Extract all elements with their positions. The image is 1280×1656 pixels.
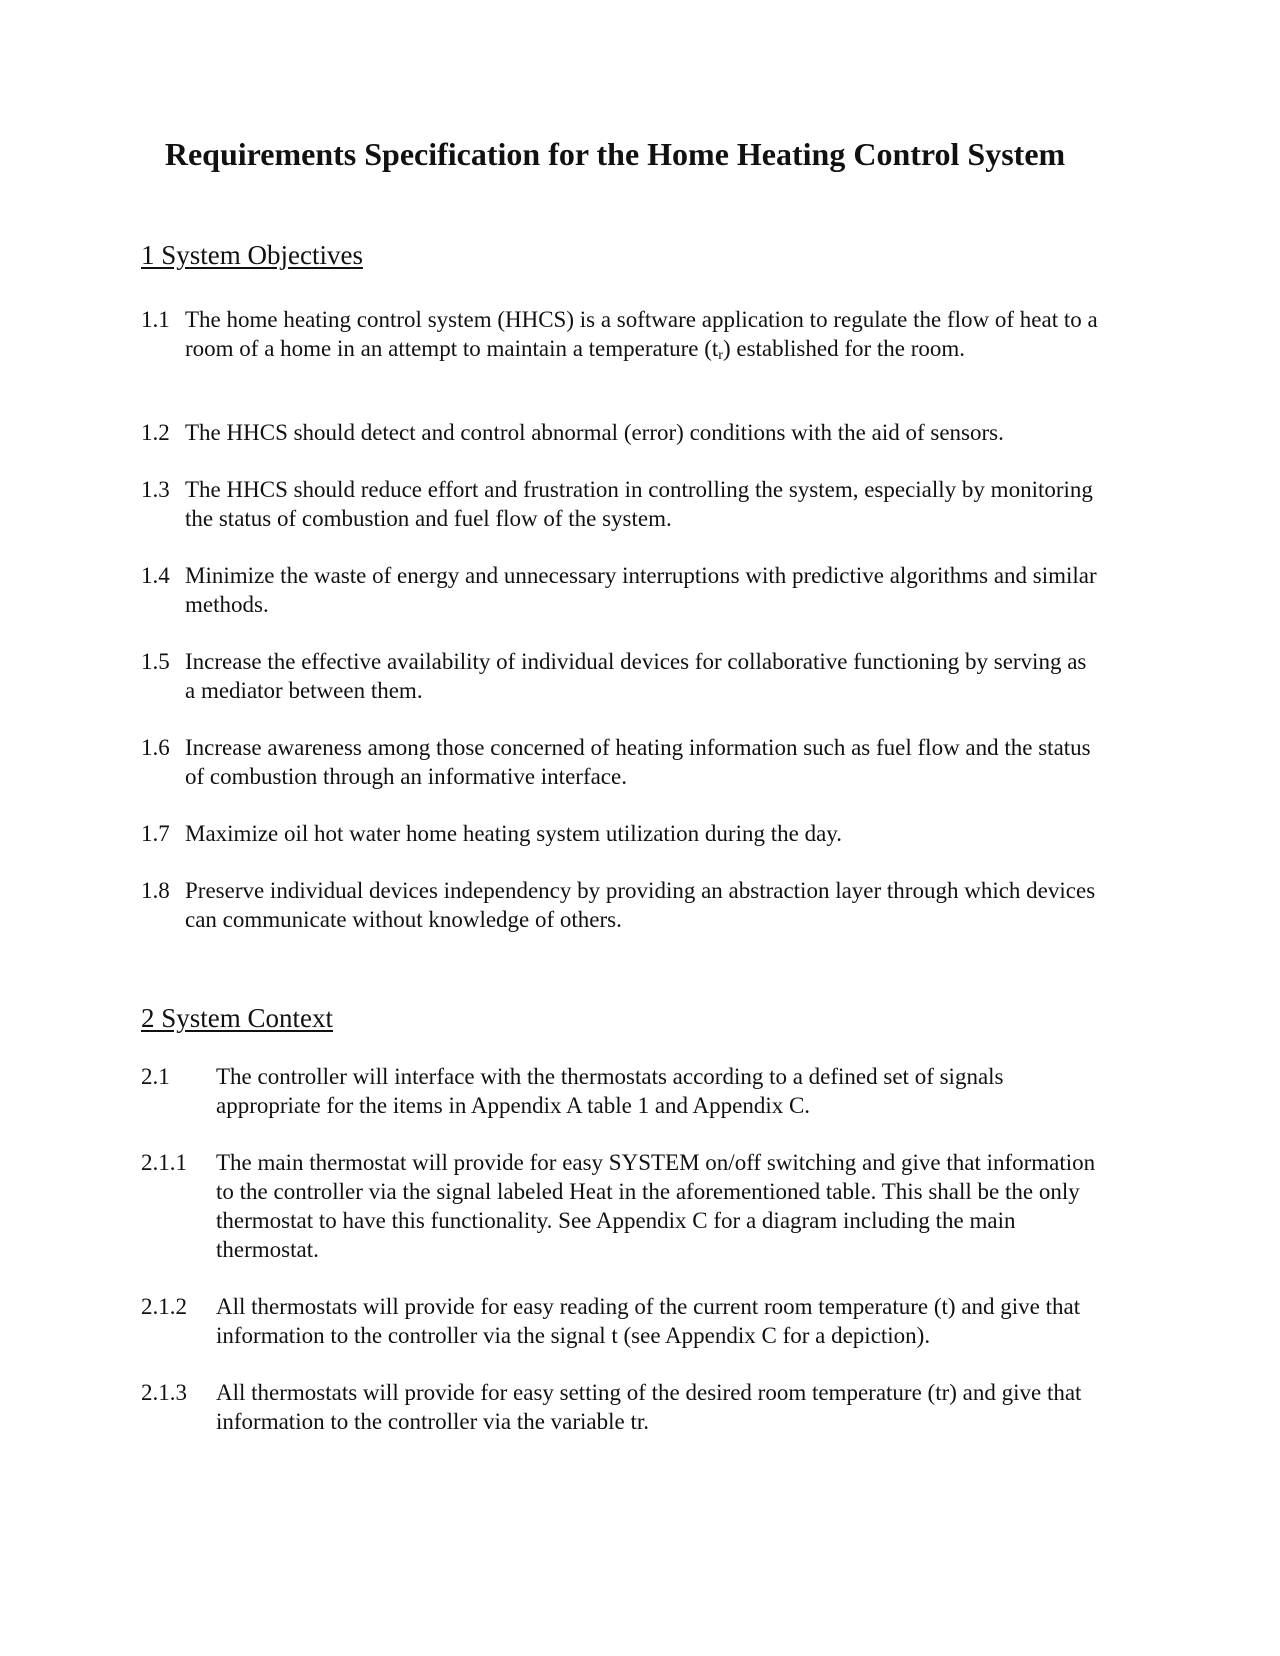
item-number: 2.1.1 <box>141 1150 187 1175</box>
item-number: 1.6 <box>141 735 170 760</box>
item-text: The HHCS should detect and control abnormal (error) conditions with the aid of sensors. <box>185 420 1004 445</box>
item-number: 1.8 <box>141 878 170 903</box>
item-number: 1.1 <box>141 307 170 332</box>
item-text: Increase the effective availability of individual devices for collaborative functioning by serving as a mediator between them. <box>185 649 1087 703</box>
item-number: 1.2 <box>141 420 170 445</box>
objective-item <box>141 561 1101 619</box>
item-text: The controller will interface with the thermostats according to a defined set of signals appropriate for the items in Appendix A table 1 and Appendix C. <box>216 1064 1004 1118</box>
context-item <box>141 1148 1101 1264</box>
item-number: 1.7 <box>141 821 170 846</box>
item-number: 1.3 <box>141 477 170 502</box>
section-heading-system-objectives: 1 System Objectives <box>141 240 363 270</box>
temperature-subscript: r <box>718 348 723 363</box>
objective-item <box>141 876 1101 934</box>
item-number: 1.4 <box>141 563 170 588</box>
item-text: The main thermostat will provide for easy SYSTEM on/off switching and give that information to the controller via the signal labeled Heat in the aforementioned table. This shall be the only thermostat to have this functionality. See Appendix C for a diagram including the main thermostat. <box>216 1150 1096 1262</box>
item-text-part: ) established for the room. <box>722 336 966 361</box>
document-title: Requirements Specification for the Home Heating Control System <box>164 136 1066 172</box>
context-item <box>141 1292 1101 1350</box>
item-number: 2.1.2 <box>141 1294 187 1319</box>
item-number: 2.1.3 <box>141 1380 187 1405</box>
item-text-part: The home heating control system (HHCS) is a software application to regulate the flow of heat to a room of a home in an attempt to maintain a temperature (t <box>185 307 1098 361</box>
item-text: Maximize oil hot water home heating system utilization during the day. <box>185 821 843 846</box>
objective-item <box>141 733 1101 791</box>
context-item <box>141 1378 1101 1436</box>
item-text: Preserve individual devices independency by providing an abstraction layer through which devices can communicate without knowledge of others. <box>185 878 1096 932</box>
item-text: Increase awareness among those concerned of heating information such as fuel flow and the status of combustion through an informative interface. <box>185 735 1091 789</box>
objective-item <box>141 819 1101 848</box>
item-text: Minimize the waste of energy and unnecessary interruptions with predictive algorithms and similar methods. <box>185 563 1097 617</box>
item-text: The HHCS should reduce effort and frustration in controlling the system, especially by monitoring the status of combustion and fuel flow of the system. <box>185 477 1093 531</box>
objective-item <box>141 418 1101 447</box>
item-text: All thermostats will provide for easy reading of the current room temperature (t) and give that information to the controller via the signal t (see Appendix C for a depiction). <box>216 1294 1081 1348</box>
item-number: 1.5 <box>141 649 170 674</box>
item-text <box>185 305 1101 363</box>
context-item <box>141 1062 1101 1120</box>
objective-item <box>141 305 1101 363</box>
objective-item <box>141 475 1101 533</box>
item-number: 2.1 <box>141 1064 170 1089</box>
section-heading-system-context: 2 System Context <box>141 1003 334 1033</box>
item-text: All thermostats will provide for easy setting of the desired room temperature (tr) and give that information to the controller via the variable tr. <box>216 1380 1082 1434</box>
objective-item <box>141 647 1101 705</box>
